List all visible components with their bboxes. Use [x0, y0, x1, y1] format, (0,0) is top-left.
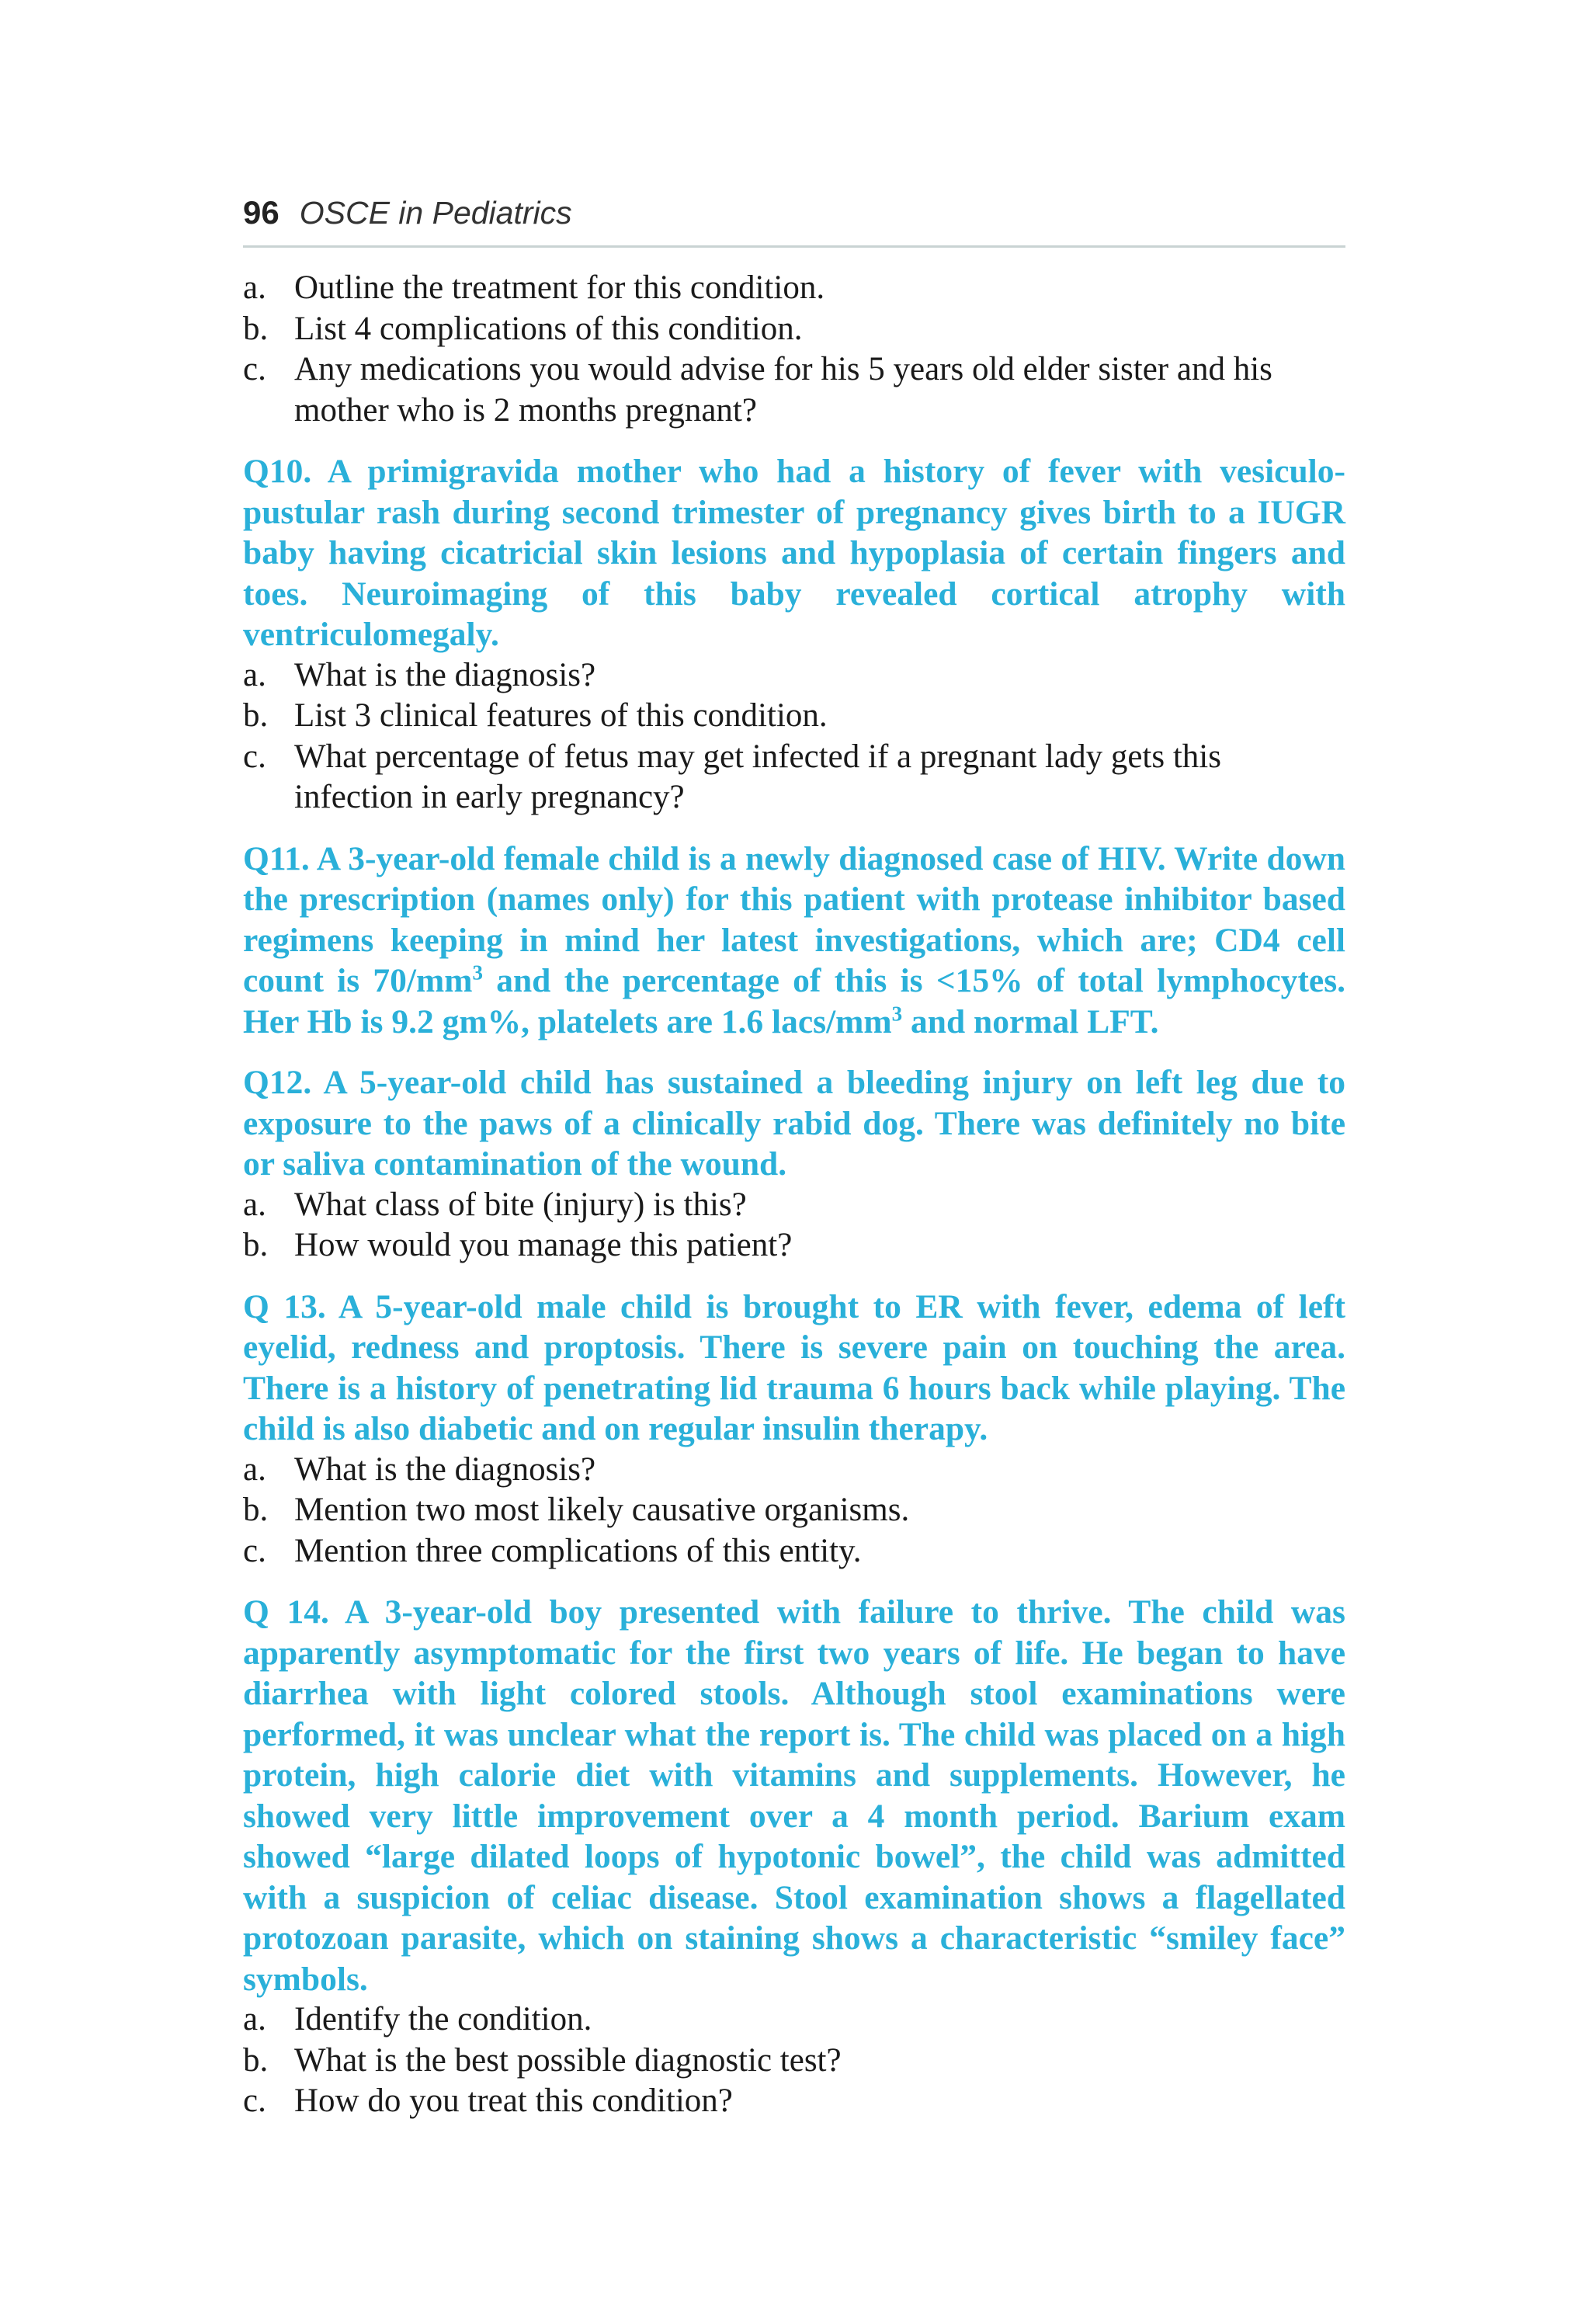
- list-item: [243, 1999, 1345, 2041]
- question-q11-part2: and the percentage of this is <15% of total lymphocytes. Her Hb is 9.2 gm%, platelets are 1.6 lacs/mm: [243, 962, 1345, 1040]
- item-text: How do you treat this condition?: [294, 2083, 733, 2119]
- list-item: [243, 696, 1345, 737]
- running-title: OSCE in Pediatrics: [299, 195, 572, 231]
- page-number: 96: [243, 194, 279, 231]
- item-letter: a.: [243, 269, 266, 306]
- page-header: [243, 194, 1345, 248]
- question-q12: Q12. A 5-year-old child has sustained a bleeding injury on left leg due to exposure to the paws of a clinically rabid dog. There was definitely no bite or saliva contamination of the wound.: [243, 1064, 1345, 1183]
- question-q13: Q 13. A 5-year-old male child is brought to ER with fever, edema of left eyelid, redness and proptosis. There is severe pain on touching the area. There is a history of penetrating lid trauma 6 hours back while playing. The child is also diabetic and on regular insulin therapy.: [243, 1287, 1345, 1447]
- item-letter: c.: [243, 1532, 266, 1569]
- list-item: [243, 1450, 1345, 1491]
- q12-item-list: [243, 1185, 1345, 1266]
- item-text: What is the diagnosis?: [294, 656, 596, 693]
- item-text: What is the diagnosis?: [294, 1450, 596, 1488]
- item-text: What is the best possible diagnostic test?: [294, 2041, 842, 2079]
- item-letter: a.: [243, 2001, 266, 2037]
- q10-item-list: [243, 655, 1345, 818]
- item-text: How would you manage this patient?: [294, 1227, 793, 1263]
- item-text: Any medications you would advise for his 5 years old elder sister and his mother who is 2 months pregnant?: [294, 351, 1272, 429]
- q14-item-list: [243, 1999, 1345, 2122]
- list-item: [243, 349, 1345, 431]
- item-letter: c.: [243, 738, 266, 775]
- item-text: What class of bite (injury) is this?: [294, 1186, 747, 1223]
- question-block-q12: [243, 1062, 1345, 1266]
- list-item: [243, 2041, 1345, 2082]
- list-item: [243, 737, 1345, 818]
- list-item: [243, 2081, 1345, 2122]
- item-text: Mention two most likely causative organisms.: [294, 1492, 910, 1528]
- item-text: Mention three complications of this entity.: [294, 1532, 862, 1569]
- question-q11: [243, 839, 1345, 1043]
- item-letter: a.: [243, 1186, 266, 1223]
- item-letter: a.: [243, 656, 266, 693]
- item-letter: c.: [243, 2083, 266, 2119]
- page-content: [243, 268, 1345, 2122]
- q13-item-list: [243, 1450, 1345, 1572]
- item-text: List 3 clinical features of this condition.: [294, 697, 828, 734]
- question-q10: Q10. A primigravida mother who had a history of fever with vesiculo-pustular rash during second trimester of pregnancy gives birth to a IUGR baby having cicatricial skin lesions and hypoplasia of certain fingers and toes. Neuroimaging of this baby revealed cortical atrophy with ventriculomegaly.: [243, 453, 1345, 653]
- book-page: [243, 194, 1345, 2122]
- item-letter: b.: [243, 2041, 269, 2079]
- superscript: 3: [891, 1002, 903, 1025]
- item-text: Identify the condition.: [294, 2001, 592, 2037]
- list-item: [243, 309, 1345, 350]
- item-letter: c.: [243, 351, 266, 387]
- item-letter: b.: [243, 310, 269, 347]
- item-letter: b.: [243, 1227, 269, 1263]
- item-text: Outline the treatment for this condition.: [294, 269, 825, 306]
- question-block-q14: [243, 1592, 1345, 2122]
- intro-item-list: [243, 268, 1345, 431]
- item-text: What percentage of fetus may get infected if a pregnant lady gets this infection in early pregnancy?: [294, 738, 1221, 815]
- question-q11-part3: and normal LFT.: [902, 1002, 1159, 1040]
- item-letter: b.: [243, 697, 269, 734]
- list-item: [243, 1225, 1345, 1266]
- list-item: [243, 1490, 1345, 1531]
- list-item: [243, 1185, 1345, 1226]
- list-item: [243, 655, 1345, 697]
- question-block-q10: [243, 451, 1345, 818]
- question-block-q11: [243, 839, 1345, 1043]
- list-item: [243, 1531, 1345, 1572]
- item-letter: b.: [243, 1492, 269, 1528]
- superscript: 3: [472, 961, 483, 985]
- item-text: List 4 complications of this condition.: [294, 310, 803, 347]
- question-q11-part1: Q11. A 3-year-old female child is a newly diagnosed case of HIV. Write down the prescription (names only) for this patient with protease inhibitor based regimens keeping in mind her latest investigations, which are; CD4 cell count is 70/mm: [243, 839, 1345, 999]
- question-block-q13: [243, 1287, 1345, 1572]
- list-item: [243, 268, 1345, 309]
- question-q14: Q 14. A 3-year-old boy presented with failure to thrive. The child was apparently asymptomatic for the first two years of life. He began to have diarrhea with light colored stools. Although stool examinations were performed, it was unclear what the report is. The child was placed on a high protein, high calorie diet with vitamins and supplements. However, he showed very little improvement over a 4 month period. Barium exam showed “large dilated loops of hypotonic bowel”, the child was admitted with a suspicion of celiac disease. Stool examination shows a flagellated protozoan parasite, which on staining shows a characteristic “smiley face” symbols.: [243, 1593, 1345, 1998]
- item-letter: a.: [243, 1450, 266, 1488]
